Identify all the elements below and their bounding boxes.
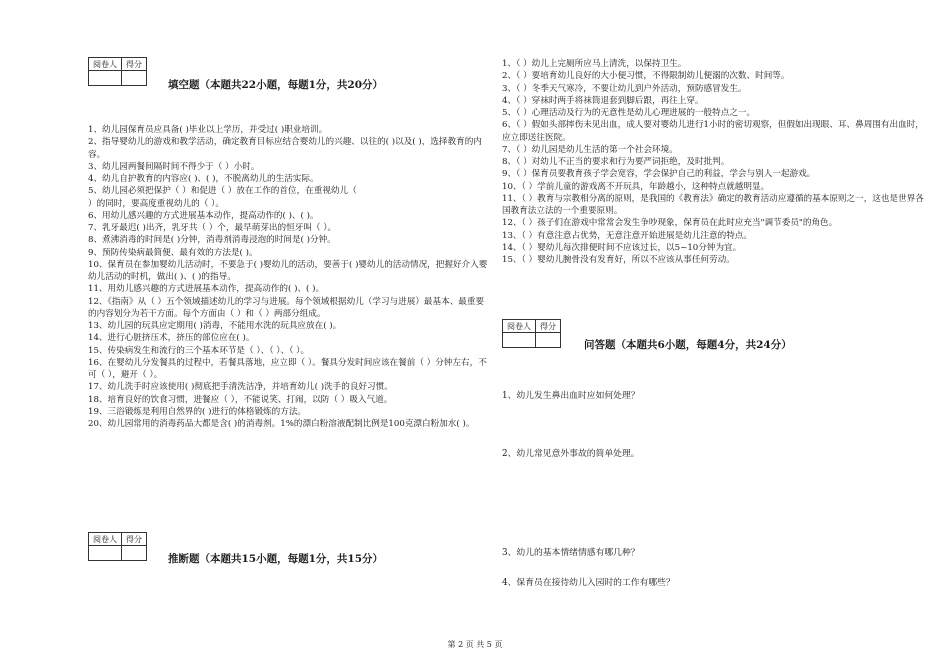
fill-line: 12、《指南》从（ ）五个领域描述幼儿的学习与进展。每个领域根据幼儿（学习与进展）最基本、最重要的内容划分为若干方面。每个方面由（ ）和（ ）两部分组成。 <box>88 296 485 319</box>
fill-line: 1、幼儿园保育员应具备( )毕业以上学历，并受过( )职业培训。 <box>88 125 328 135</box>
fill-line: ）的同时，要高度重视幼儿的（ ）。 <box>88 198 224 209</box>
judge-line: 1、（ ）幼儿上完厕所应马上清洗，以保持卫生。 <box>502 59 687 69</box>
qa-question: 1、幼儿发生鼻出血时应如何处理？ <box>502 391 640 401</box>
judge-line: 5、（ ）心理活动及行为的无意性是幼儿心理进展的一般特点之一。 <box>502 108 756 118</box>
judge-line: 14、（ ）婴幼儿每次排便时间不应该过长，以5~10分钟为宜。 <box>502 242 742 253</box>
qa-question: 4、保育员在接待幼儿入园时的工作有哪些？ <box>502 578 675 588</box>
fill-line: 2、指导婴幼儿的游戏和教学活动，确定教育目标应结合婴幼儿的兴趣、以往的( )以及( )，选择教育的内容。 <box>88 137 482 160</box>
judge-line: 9、（ ）保育员要教育孩子学会宽容，学会保护自己的利益，学会与别人一起游戏。 <box>502 169 816 180</box>
judge-line: 3、（ ）冬季天气寒冷，不要让幼儿到户外活动，预防感冒发生。 <box>502 83 747 94</box>
qa-section-title: 问答题（本题共6小题，每题4分，共24分） <box>584 339 792 351</box>
judge-line: 4、（ ）穿袜时两手将袜筒退套到脚后跟，再往上穿。 <box>502 95 704 106</box>
judge-line: 13、（ ）有意注意占优势，无意注意开始进展是幼儿注意的特点。 <box>502 230 752 241</box>
fill-line: 9、预防传染病最简便、最有效的方法是( )。 <box>88 247 258 258</box>
fill-line: 16、在婴幼儿分发餐具的过程中，若餐具落地，应立即（ ）。餐具分发时间应该在餐前（ ）分钟左右，不可（ ），避开（ ）。 <box>88 357 487 380</box>
qa-question: 2、幼儿常见意外事故的简单处理。 <box>502 449 640 459</box>
page-number: 第 2 页 共 5 页 <box>447 640 503 649</box>
fill-line: 10、保育员在参加婴幼儿活动时，不要急于( )婴幼儿的活动，要善于( )婴幼儿的活动情况，把握好介入婴幼儿活动的时机，做出( )、( )的指导。 <box>88 259 488 282</box>
fill-line: 8、煮沸消毒的时间是( )分钟，消毒剂消毒浸泡的时间是( )分钟。 <box>88 235 336 246</box>
fill-line: 11、用幼儿感兴趣的方式进展基本动作，提高动作的( )、( )。 <box>88 284 325 295</box>
judge-section-title: 推断题（本题共15小题，每题1分，共15分） <box>168 553 384 565</box>
fill-line: 15、传染病发生和流行的三个基本环节是（ ）、（ ）、（ ）。 <box>88 345 310 356</box>
reviewer-label: 阅卷人 <box>503 320 536 333</box>
fill-line: 14、进行心脏挤压术，挤压的部位应在( )。 <box>88 333 255 344</box>
fill-line: 7、乳牙最迟( )出齐，乳牙共（ ）个，最早萌芽出的恒牙叫（ ）。 <box>88 223 337 233</box>
score-box-fill <box>88 57 147 86</box>
judge-line: 10、（ ）学前儿童的游戏离不开玩具，年龄越小，这种特点就越明显。 <box>502 181 770 192</box>
judge-line: 15、（ ）婴幼儿腕骨没有发育好，所以不应该从事任何劳动。 <box>502 255 735 265</box>
judge-line: 2、（ ）要培育幼儿良好的大小便习惯，不得限制幼儿便溺的次数、时间等。 <box>502 71 790 82</box>
judge-line: 7、（ ）幼儿园是幼儿生活的第一个社会环境。 <box>502 144 678 155</box>
fill-line: 19、三浴锻炼是利用自然界的( )进行的体格锻炼的方法。 <box>88 406 307 417</box>
fill-line: 5、幼儿园必须把保护（ ）和促进（ ）放在工作的首位，在重视幼儿（ <box>88 186 357 197</box>
judge-line: 6、（ ）假如头部摔伤未见出血，成人要对婴幼儿进行1小时的密切观察，但假如出现眼、耳、鼻周围有出血时，应立即送往医院。 <box>502 120 924 143</box>
fill-line: 13、幼儿园的玩具应定期用( )消毒，不能用水洗的玩具应放在( )。 <box>88 321 342 331</box>
score-label: 得分 <box>122 58 147 71</box>
fill-line: 20、幼儿园常用的消毒药品大都是含( )的消毒剂。1%的漂白粉溶液配制比例是100克漂白粉加水( )。 <box>88 419 475 429</box>
score-label: 得分 <box>536 320 561 333</box>
score-box-judge <box>88 532 147 561</box>
score-box-qa <box>502 319 561 348</box>
judge-questions <box>502 58 927 266</box>
fill-line: 3、幼儿园两餐间隔时间不得少于（ ）小时。 <box>88 161 260 172</box>
reviewer-label: 阅卷人 <box>89 533 122 546</box>
score-label: 得分 <box>122 533 147 546</box>
fill-line: 17、幼儿洗手时应该使用( )彻底把手清洗洁净，并培育幼儿( )洗手的良好习惯。 <box>88 382 393 393</box>
judge-line: 12、（ ）孩子们在游戏中常常会发生争吵现象，保育员在此时应充当"调节委员"的角色。 <box>502 218 838 229</box>
fill-section-title: 填空题（本题共22小题，每题1分，共20分） <box>168 79 384 91</box>
fill-questions <box>88 124 488 430</box>
fill-line: 4、幼儿自护教育的内容应( )、( )，不脱离幼儿的生活实际。 <box>88 174 319 184</box>
judge-line: 11、（ ）教育与宗教相分离的原则，是我国的《教育法》确定的教育活动应遵循的基本原则之一，这也是世界各国教育法立法的一个重要原则。 <box>502 193 924 216</box>
judge-line: 8、（ ）对幼儿不正当的要求和行为要严词拒绝，及时批判。 <box>502 157 730 167</box>
fill-line: 6、用幼儿感兴趣的方式进展基本动作，提高动作的( )、( )。 <box>88 210 319 221</box>
fill-line: 18、培育良好的饮食习惯，进餐应（ ），不能说笑、打闹，以防（ ）吸入气道。 <box>88 394 393 405</box>
qa-question: 3、幼儿的基本情绪情感有哪几种？ <box>502 548 640 558</box>
reviewer-label: 阅卷人 <box>89 58 122 71</box>
